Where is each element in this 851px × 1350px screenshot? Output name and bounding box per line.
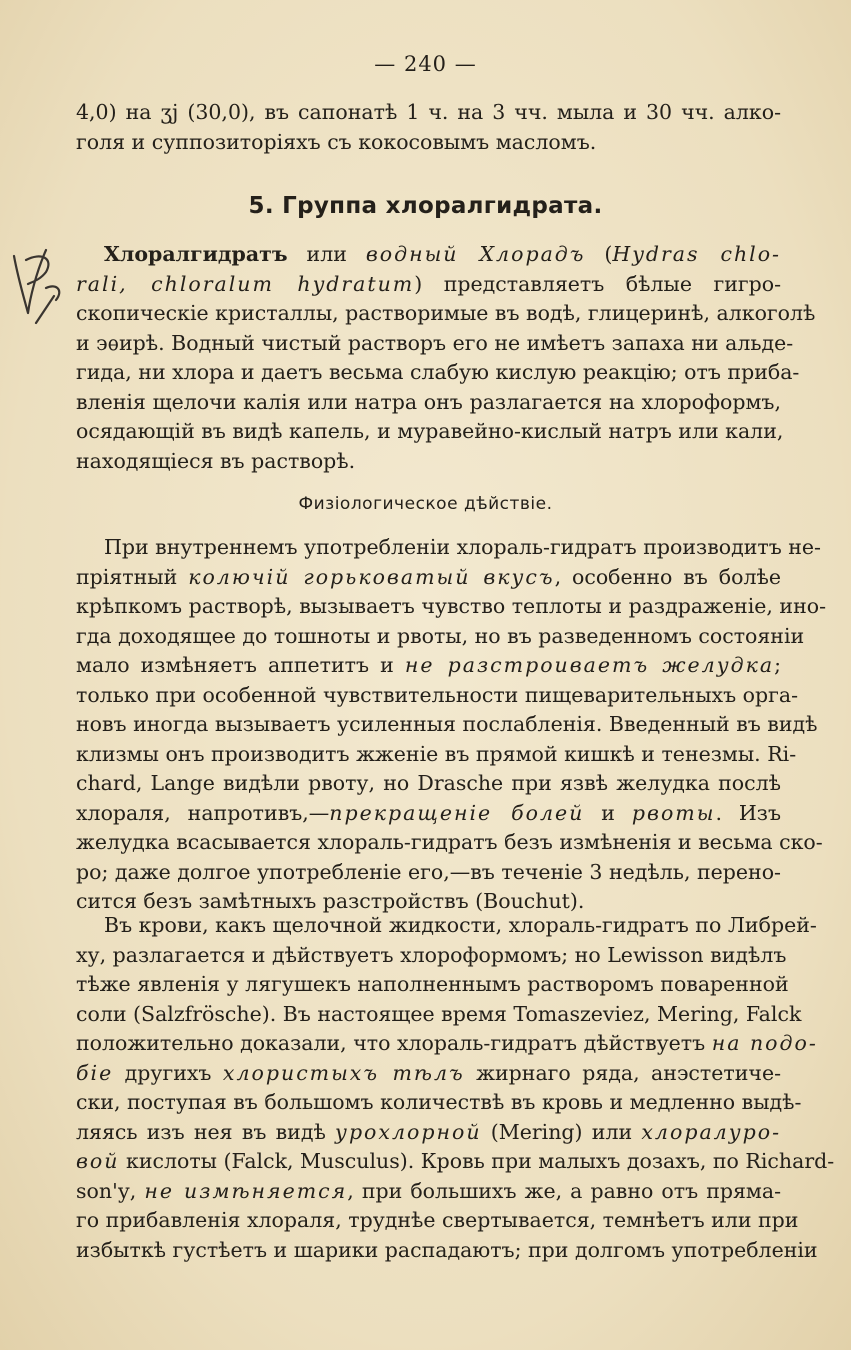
text-line: хлораля, напротивъ,—прекращеніе болей и рвоты. Изъ: [76, 800, 781, 825]
text-line: біе другихъ хлористыхъ тѣлъ жирнаго ряда, анэстетиче-: [76, 1060, 781, 1085]
text-line: новъ иногда вызываетъ усиленныя послабленія. Введенный въ видѣ: [76, 712, 818, 736]
text-line: гида, ни хлора и даетъ весьма слабую кислую реакцію; отъ приба-: [76, 360, 800, 384]
page-number: — 240 —: [374, 52, 477, 76]
text-line: клизмы онъ производитъ жженіе въ прямой кишкѣ и тенезмы. Ri-: [76, 741, 797, 766]
text-line: крѣпкомъ растворѣ, вызываетъ чувство теплоты и раздраженіе, ино-: [76, 594, 827, 618]
text-line: скопическіе кристаллы, растворимые въ водѣ, глицеринѣ, алкоголѣ: [76, 301, 816, 325]
text-line: го прибавленія хлораля, труднѣе свертывается, темнѣетъ или при: [76, 1208, 799, 1232]
italic-term: колючій горьковатый вкусъ: [188, 564, 555, 589]
italic-term: на подо-: [711, 1031, 818, 1055]
text-line: Хлоралгидратъ или водный Хлорадъ (Hydras chlo-: [104, 242, 781, 266]
text-line: голя и суппозиторіяхъ съ кокосовымъ масломъ.: [76, 129, 597, 154]
text-line: ски, поступая въ большомъ количествѣ въ кровь и медленно выдѣ-: [76, 1090, 802, 1114]
text-line: находящіеся въ растворѣ.: [76, 448, 356, 473]
italic-term: прекращеніе болей: [329, 800, 585, 825]
text-line: 4,0) на ʒj (30,0), въ сапонатѣ 1 ч. на 3 чч. мыла и 30 чч. алко-: [76, 100, 781, 124]
text-line: желудка всасывается хлораль-гидратъ безъ измѣненія и весьма ско-: [76, 830, 823, 854]
italic-term: водный Хлорадъ: [365, 242, 586, 266]
text-line: ляясь изъ нея въ видѣ урохлорной (Mering) или хлоралуро-: [76, 1119, 781, 1144]
text-line: избыткѣ густѣетъ и шарики распадаютъ; при долгомъ употребленіи: [76, 1237, 818, 1262]
handwritten-margin-note: [6, 238, 68, 333]
text-line: тѣже явленія у лягушекъ наполненнымъ растворомъ поваренной: [76, 972, 789, 996]
text-line: вой кислоты (Falck, Musculus). Кровь при малыхъ дозахъ, по Richard-: [76, 1149, 835, 1173]
section-title: 5. Группа хлоралгидрата.: [248, 193, 603, 219]
text-line: son'у, не измѣняется, при большихъ же, а равно отъ пряма-: [76, 1178, 782, 1203]
italic-term: Hydras chlo-: [612, 242, 781, 266]
text-line: осядающій въ видѣ капель, и муравейно-кислый натръ или кали,: [76, 419, 784, 443]
intro-text: [76, 98, 781, 157]
text-line: только при особенной чувствительности пищеварительныхъ орга-: [76, 682, 799, 707]
paragraph-chloral: [76, 240, 816, 476]
text-line: Въ крови, какъ щелочной жидкости, хлораль-гидратъ по Либрей-: [104, 913, 817, 937]
page-header: [0, 52, 851, 76]
text-line: положительно доказали, что хлораль-гидратъ дѣйствуетъ на подо-: [76, 1031, 818, 1055]
text-line: chard, Lange видѣли рвоту, но Drasche при язвѣ желудка послѣ: [76, 771, 781, 795]
text-line: мало измѣняетъ аппетитъ и не разстроиваетъ желудка;: [76, 653, 781, 677]
text-line: ро; даже долгое употребленіе его,—въ теченіе 3 недѣль, перено-: [76, 859, 781, 884]
subheading: Физіологическое дѣйствіе.: [298, 494, 553, 514]
paragraph-physiology: [76, 533, 827, 917]
text-line: При внутреннемъ употребленіи хлораль-гидратъ производитъ не-: [104, 535, 821, 559]
text-line: ху, разлагается и дѣйствуетъ хлороформомъ; но Lewisson видѣлъ: [76, 942, 787, 967]
italic-term: rali, chloralum hydratum: [76, 271, 415, 296]
italic-term: хлористыхъ тѣлъ: [222, 1060, 465, 1085]
italic-term: урохлорной: [335, 1119, 482, 1144]
text-line: гда доходящее до тошноты и рвоты, но въ разведенномъ состояніи: [76, 623, 805, 648]
italic-term: хлоралуро-: [641, 1119, 781, 1144]
italic-term: не разстроиваетъ желудка: [404, 653, 775, 677]
italic-term: біе: [76, 1060, 114, 1085]
term-bold: Хлоралгидратъ: [104, 242, 288, 266]
italic-term: вой: [76, 1149, 120, 1173]
text-line: и эѳирѣ. Водный чистый растворъ его не имѣетъ запаха ни альде-: [76, 330, 794, 355]
text-line: вленія щелочи калія или натра онъ разлагается на хлороформъ,: [76, 389, 781, 414]
paragraph-blood: [76, 911, 835, 1265]
text-line: соли (Salzfrösche). Въ настоящее время Tomaszeviez, Mering, Falck: [76, 1001, 802, 1026]
text-line: rali, chloralum hydratum) представляетъ бѣлые гигро-: [76, 271, 781, 296]
italic-term: рвоты: [631, 800, 716, 825]
text-line: сится безъ замѣтныхъ разстройствъ (Bouchut).: [76, 889, 585, 913]
italic-term: не измѣняется: [144, 1178, 348, 1203]
text-line: пріятный колючій горьковатый вкусъ, особенно въ болѣе: [76, 564, 781, 589]
